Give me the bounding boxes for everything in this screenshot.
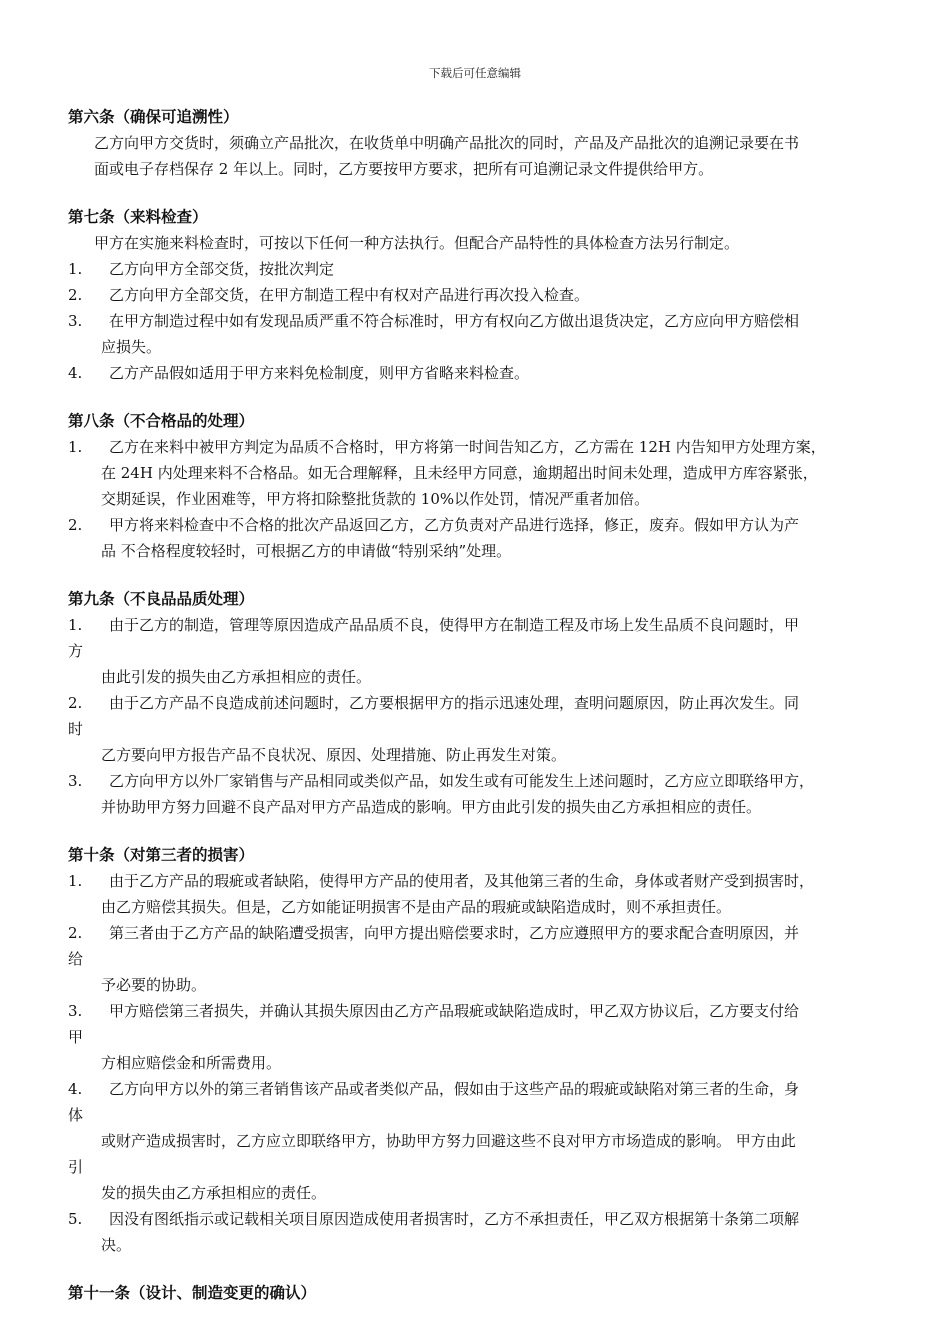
wrapped-line: 体 xyxy=(68,1106,84,1124)
wrapped-line: 甲 xyxy=(68,1028,84,1046)
list-item-text: 因没有图纸指示或记载相关项目原因造成使用者损害时，乙方不承担责任，甲乙双方根据第十条第二项解 xyxy=(109,1210,800,1228)
section-heading: 第九条（不良品品质处理） xyxy=(68,589,255,608)
list-item-number: 4. xyxy=(68,364,83,382)
list-item-number: 4. xyxy=(68,1080,83,1098)
list-item-number: 3. xyxy=(68,772,83,790)
list-item-text: 在甲方制造过程中如有发现品质严重不符合标准时，甲方有权向乙方做出退货决定，乙方应向甲方赔偿相 xyxy=(109,312,800,330)
continuation-line: 由此引发的损失由乙方承担相应的责任。 xyxy=(101,668,372,686)
list-item-number: 2. xyxy=(68,286,83,304)
continuation-line: 方相应赔偿金和所需费用。 xyxy=(101,1054,282,1072)
continuation-line: 乙方要向甲方报告产品不良状况、原因、处理措施、防止再发生对策。 xyxy=(101,746,567,764)
section-s7 xyxy=(68,204,890,386)
list-item-text: 由于乙方产品不良造成前述问题时，乙方要根据甲方的指示迅速处理，查明问题原因，防止再次发生。同 xyxy=(109,694,800,712)
paragraph-line: 甲方在实施来料检查时，可按以下任何一种方法执行。但配合产品特性的具体检查方法另行制定。 xyxy=(94,234,740,252)
list-item-number: 1. xyxy=(68,616,83,634)
list-item xyxy=(68,434,890,460)
list-item xyxy=(68,690,890,716)
list-item xyxy=(68,768,890,794)
section-s9 xyxy=(68,586,890,820)
section-s11 xyxy=(68,1280,890,1306)
list-item xyxy=(68,512,890,538)
list-item-text: 乙方向甲方全部交货，在甲方制造工程中有权对产品进行再次投入检查。 xyxy=(109,286,590,304)
continuation-line: 发的损失由乙方承担相应的责任。 xyxy=(101,1184,327,1202)
list-item-text: 第三者由于乙方产品的缺陷遭受损害，向甲方提出赔偿要求时，乙方应遵照甲方的要求配合查明原因，并 xyxy=(109,924,800,942)
list-item-number: 1. xyxy=(68,872,83,890)
list-item-text: 由于乙方的制造，管理等原因造成产品品质不良，使得甲方在制造工程及市场上发生品质不良问题时，甲 xyxy=(109,616,800,634)
list-item-text: 由于乙方产品的瑕疵或者缺陷，使得甲方产品的使用者，及其他第三者的生命，身体或者财产受到损害时， xyxy=(109,872,815,890)
section-heading: 第十条（对第三者的损害） xyxy=(68,845,255,864)
section-s10 xyxy=(68,842,890,1258)
wrapped-line: 方 xyxy=(68,642,84,660)
continuation-line: 应损失。 xyxy=(101,338,162,356)
list-item xyxy=(68,868,890,894)
list-item-text: 乙方向甲方以外的第三者销售该产品或者类似产品，假如由于这些产品的瑕疵或缺陷对第三者的生命，身 xyxy=(109,1080,800,1098)
list-item-text: 甲方将来料检查中不合格的批次产品返回乙方，乙方负责对产品进行选择，修正，废弃。假如甲方认为产 xyxy=(109,516,800,534)
list-item-number: 5. xyxy=(68,1210,83,1228)
list-item-text: 乙方产品假如适用于甲方来料免检制度，则甲方省略来料检查。 xyxy=(109,364,530,382)
list-item xyxy=(68,282,890,308)
continuation-line: 决。 xyxy=(101,1236,132,1254)
paragraph-line: 面或电子存档保存 2 年以上。同时，乙方要按甲方要求，把所有可追溯记录文件提供给甲方。 xyxy=(94,160,714,178)
page-header: 下载后可任意编辑 xyxy=(429,66,521,80)
continuation-line: 予必要的协助。 xyxy=(101,976,207,994)
list-item xyxy=(68,256,890,282)
section-heading: 第七条（来料检查） xyxy=(68,207,208,226)
list-item-number: 3. xyxy=(68,1002,83,1020)
list-item-text: 乙方在来料中被甲方判定为品质不合格时，甲方将第一时间告知乙方，乙方需在 12H 内告知甲方处理方案， xyxy=(109,438,826,456)
list-item-number: 2. xyxy=(68,694,83,712)
paragraph-line: 乙方向甲方交货时，须确立产品批次，在收货单中明确产品批次的同时，产品及产品批次的追溯记录要在书 xyxy=(94,134,800,152)
section-heading: 第六条（确保可追溯性） xyxy=(68,107,239,126)
continuation-line: 交期延误，作业困难等，甲方将扣除整批货款的 10%以作处罚，情况严重者加倍。 xyxy=(101,490,650,508)
list-item xyxy=(68,612,890,638)
list-item xyxy=(68,1076,890,1102)
section-s8 xyxy=(68,408,890,564)
continuation-line: 品 不合格程度较轻时，可根据乙方的申请做“特别采纳”处理。 xyxy=(101,542,512,560)
list-item-text: 乙方向甲方全部交货，按批次判定 xyxy=(109,260,335,278)
section-heading: 第八条（不合格品的处理） xyxy=(68,411,255,430)
list-item-number: 2. xyxy=(68,516,83,534)
document-body xyxy=(68,104,890,1328)
wrapped-line: 引 xyxy=(68,1158,84,1176)
list-item xyxy=(68,998,890,1024)
wrapped-line: 给 xyxy=(68,950,84,968)
list-item xyxy=(68,308,890,334)
continuation-line: 或财产造成损害时，乙方应立即联络甲方，协助甲方努力回避这些不良对甲方市场造成的影响。 甲方由此 xyxy=(101,1132,796,1150)
section-s6 xyxy=(68,104,890,182)
wrapped-line: 时 xyxy=(68,720,84,738)
list-item xyxy=(68,360,890,386)
list-item-number: 1. xyxy=(68,260,83,278)
list-item-text: 甲方赔偿第三者损失，并确认其损失原因由乙方产品瑕疵或缺陷造成时，甲乙双方协议后，乙方要支付给 xyxy=(109,1002,800,1020)
continuation-line: 由乙方赔偿其损失。但是，乙方如能证明损害不是由产品的瑕疵或缺陷造成时，则不承担责任。 xyxy=(101,898,732,916)
list-item-number: 3. xyxy=(68,312,83,330)
list-item xyxy=(68,1206,890,1232)
continuation-line: 在 24H 内处理来料不合格品。如无合理解释，且未经甲方同意，逾期超出时间未处理，造成甲方库容紧张， xyxy=(101,464,818,482)
list-item-text: 乙方向甲方以外厂家销售与产品相同或类似产品，如发生或有可能发生上述问题时，乙方应立即联络甲方， xyxy=(109,772,815,790)
list-item-number: 2. xyxy=(68,924,83,942)
list-item xyxy=(68,920,890,946)
list-item-number: 1. xyxy=(68,438,83,456)
section-heading: 第十一条（设计、制造变更的确认） xyxy=(68,1283,317,1302)
continuation-line: 并协助甲方努力回避不良产品对甲方产品造成的影响。甲方由此引发的损失由乙方承担相应的责任。 xyxy=(101,798,762,816)
